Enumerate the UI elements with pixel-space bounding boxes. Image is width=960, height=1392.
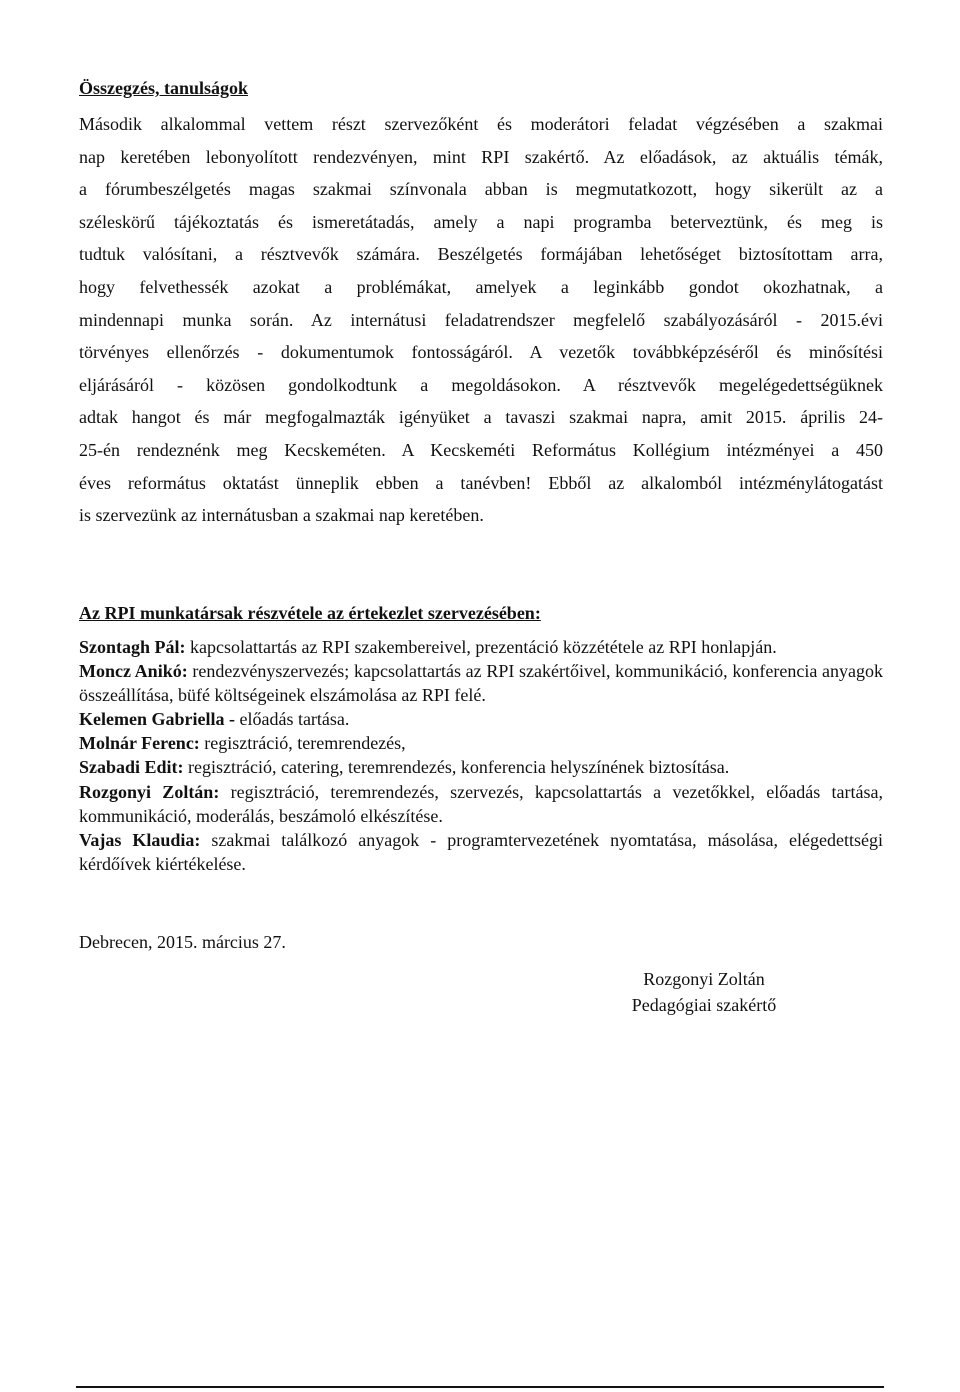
staff-name: Szontagh Pál: [79, 637, 186, 657]
staff-entry [79, 828, 883, 876]
staff-role: kapcsolattartás az RPI szakembereivel, prezentáció közzététele az RPI honlapján. [185, 637, 777, 657]
paragraph-line: tudtuk valósítani, a résztvevők számára. Beszélgetés formájában lehetőséget biztosítottam arra, [79, 244, 883, 265]
staff-entry [79, 635, 883, 659]
signature-block [615, 966, 793, 1018]
staff-role: regisztráció, catering, teremrendezés, konferencia helyszínének biztosítása. [183, 757, 730, 778]
staff-name: Kelemen Gabriella - [79, 709, 235, 730]
staff-role: regisztráció, teremrendezés, szervezés, kapcsolattartás a vezetőkkel, előadás tartása, kommunikáció, moderálás, beszámoló elkészítése. [79, 781, 883, 826]
staff-name: Molnár Ferenc: [79, 733, 200, 754]
signature-name: Rozgonyi Zoltán [643, 969, 765, 989]
paragraph-line: mindennapi munka során. Az internátusi feladatrendszer megfelelő szabályozásáról - 2015.évi [79, 309, 883, 330]
paragraph-line: a fórumbeszélgetés magas szakmai színvonala abban is megmutatkozott, hogy sikerült az a [79, 179, 883, 200]
paragraph-line: éves református oktatást ünneplik ebben a tanévben! Ebből az alkalomból intézménylátogatást [79, 472, 883, 493]
paragraph-line: hogy felvethessék azokat a problémákat, amelyek a leginkább gondot okozhatnak, a [79, 276, 883, 297]
signature-title: Pedagógiai szakértő [631, 995, 777, 1015]
summary-heading: Összegzés, tanulságok [79, 78, 249, 98]
paragraph-line: Második alkalommal vettem részt szervezőként és moderátori feladat végzésében a szakmai [79, 114, 883, 134]
staff-role: rendezvényszervezés; kapcsolattartás az RPI szakértőivel, kommunikáció, konferencia anyagok összeállítása, büfé költségeinek elszámolása az RPI felé. [79, 661, 883, 706]
staff-entry [79, 780, 883, 828]
paragraph-line: eljárásáról - közösen gondolkodtunk a megoldásokon. A résztvevők megelégedettségüknek [79, 374, 883, 395]
paragraph-line: is szervezünk az internátusban a szakmai nap keretében. [79, 505, 484, 526]
paragraph-line: törvényes ellenőrzés - dokumentumok fontosságáról. A vezetők továbbképzéséről és minősítési [79, 342, 883, 363]
staff-name: Moncz Anikó: [79, 661, 188, 682]
paragraph-line: adtak hangot és már megfogalmazták igényüket a tavaszi szakmai napra, amit 2015. április 24- [79, 407, 883, 428]
staff-name: Rozgonyi Zoltán: [79, 781, 220, 802]
staff-entry [79, 659, 883, 707]
summary-paragraph [79, 108, 883, 532]
paragraph-line: széleskörű tájékoztatás és ismeretátadás, amely a napi programba beterveztünk, és meg is [79, 211, 883, 232]
staff-role: szakmai találkozó anyagok - programtervezetének nyomtatása, másolása, elégedettségi kérdőívek kiértékelése. [79, 829, 883, 874]
staff-heading: Az RPI munkatársak részvétele az értekezlet szervezésében: [79, 603, 541, 623]
staff-name: Vajas Klaudia: [79, 829, 201, 850]
staff-entry [79, 707, 883, 731]
staff-name: Szabadi Edit: [79, 757, 184, 778]
staff-list [79, 635, 883, 876]
staff-entry [79, 731, 883, 755]
staff-role: regisztráció, teremrendezés, [199, 733, 406, 754]
date-line: Debrecen, 2015. március 27. [79, 932, 286, 952]
paragraph-line: 25-én rendeznénk meg Kecskeméten. A Kecskeméti Református Kollégium intézményei a 450 [79, 439, 883, 460]
staff-role: előadás tartása. [234, 709, 350, 730]
footer-rule [76, 1386, 884, 1388]
staff-entry [79, 755, 883, 779]
paragraph-line: nap keretében lebonyolított rendezvényen, mint RPI szakértő. Az előadások, az aktuális témák, [79, 146, 883, 167]
